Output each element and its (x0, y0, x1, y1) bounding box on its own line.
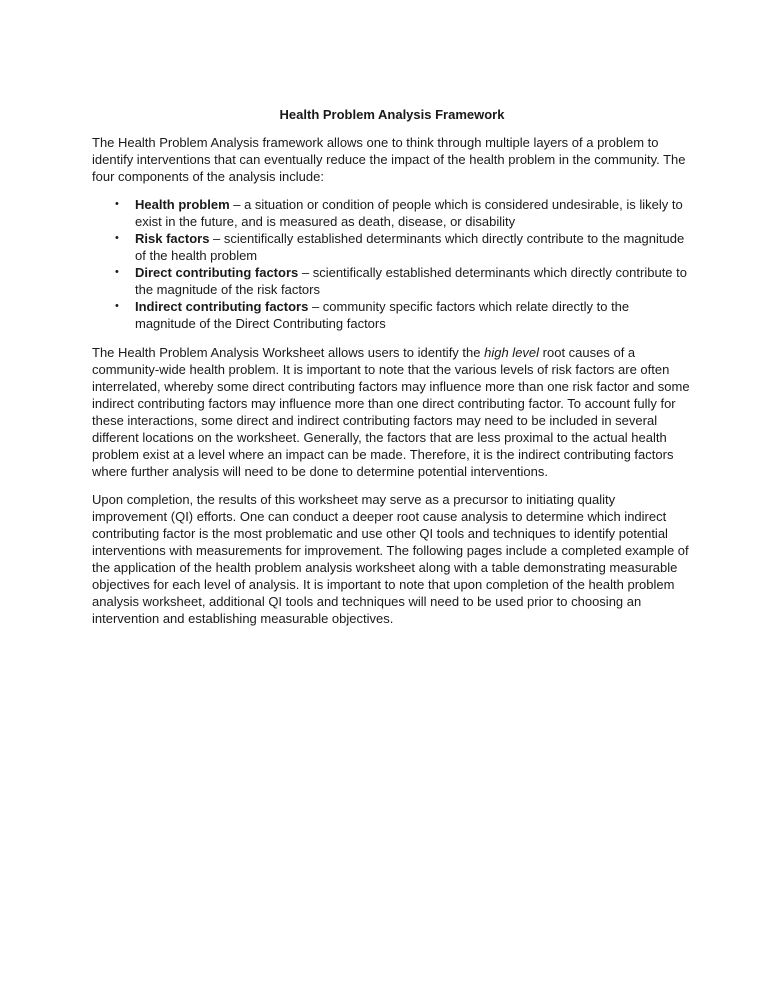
list-item (92, 264, 692, 298)
intro-paragraph: The Health Problem Analysis framework allows one to think through multiple layers of a problem to identify interventions that can eventually reduce the impact of the health problem in the community. The four components of the analysis include: (92, 135, 686, 184)
completion-paragraph: Upon completion, the results of this worksheet may serve as a precursor to initiating quality improvement (QI) efforts. One can conduct a deeper root cause analysis to determine which indirect contributing factor is the most problematic and use other QI tools and techniques to identify potential interventions with measurements for improvement. The following pages include a completed example of the application of the health problem analysis worksheet along with a table demonstrating measurable objectives for each level of analysis. It is important to note that upon completion of the health problem analysis worksheet, additional QI tools and techniques will need to be used prior to choosing an intervention and establishing measurable objectives. (92, 492, 689, 626)
worksheet-text-start: The Health Problem Analysis Worksheet allows users to identify the (92, 345, 485, 360)
list-item (92, 298, 692, 332)
component-term: Direct contributing factors (135, 265, 299, 280)
component-term: Indirect contributing factors (135, 299, 309, 314)
component-definition: – scientifically established determinants which directly contribute to the magnitude of the risk factors (135, 265, 687, 297)
component-term: Health problem (135, 197, 230, 212)
component-definition: – community specific factors which relate directly to the magnitude of the Direct Contributing factors (135, 299, 630, 331)
document-title: Health Problem Analysis Framework (279, 107, 505, 122)
component-definition: – a situation or condition of people which is considered undesirable, is likely to exist in the future, and is measured as death, disease, or disability (135, 197, 683, 229)
bullet-icon: • (115, 198, 119, 210)
worksheet-paragraph (92, 344, 692, 480)
components-list (92, 196, 692, 332)
list-item (92, 230, 692, 264)
emphasis-high-level: high level (484, 345, 540, 360)
component-definition: – scientifically established determinants which directly contribute to the magnitude of the health problem (135, 231, 685, 263)
bullet-icon: • (115, 266, 119, 278)
list-item (92, 196, 692, 230)
document-page (92, 106, 692, 638)
bullet-icon: • (115, 232, 119, 244)
bullet-icon: • (115, 300, 119, 312)
worksheet-text-end: root causes of a community-wide health problem. It is important to note that the various levels of risk factors are often interrelated, whereby some direct contributing factors may influence more than one risk factor and some indirect contributing factors may influence more than one direct contributing factor. To account fully for these interactions, some direct and indirect contributing factors may need to be included in several different locations on the worksheet. Generally, the factors that are less proximal to the actual health problem exist at a level where an impact can be made. Therefore, it is the indirect contributing factors where further analysis will need to be done to determine potential interventions. (92, 345, 690, 479)
component-term: Risk factors (135, 231, 210, 246)
